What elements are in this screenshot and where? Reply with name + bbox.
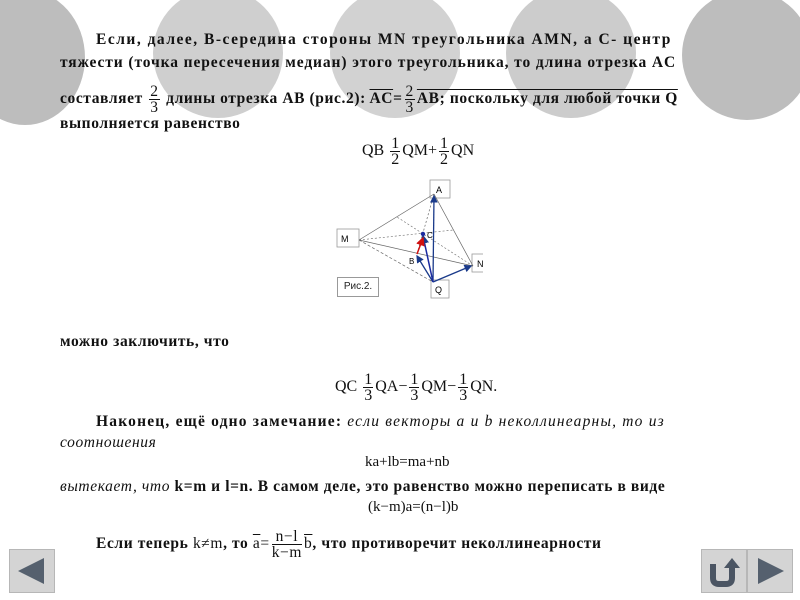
paragraph-line: Если теперь k≠m, то $\overline{a}=$ $\frac{n-l}{k-m}$ $\overline{b}$, что противоречит неколлинеарности xyxy=(96,528,602,561)
triangle-right-icon xyxy=(748,550,792,592)
label-q: Q xyxy=(435,285,443,295)
triangle-left-icon xyxy=(10,550,54,592)
paragraph-line: вытекает, что k=m и l=n. В самом деле, это равенство можно переписать в виде xyxy=(60,478,666,495)
equation-qc: QC $\frac{1}{3}$ QA− $\frac{1}{3}$ QM− $\frac{1}{3}$ QN. xyxy=(335,371,498,404)
decorative-circle xyxy=(682,0,800,120)
prev-slide-button[interactable] xyxy=(9,549,55,593)
u-turn-icon xyxy=(702,550,746,592)
paragraph-line: выполняется равенство xyxy=(60,115,241,132)
paragraph-line: тяжести (точка пересечения медиан) этого треугольника, то длина отрезка AC xyxy=(60,54,677,71)
equation-qb: QB $\frac{1}{2}$ QM+ $\frac{1}{2}$ QN xyxy=(362,135,475,168)
label-b: B xyxy=(409,257,415,266)
paragraph-line: Если, далее, В-середина стороны MN треугольника AMN, а С- центр xyxy=(96,31,672,48)
label-n: N xyxy=(477,259,483,269)
paragraph-line: соотношения xyxy=(60,434,157,451)
label-c: C xyxy=(427,231,433,240)
return-button[interactable] xyxy=(701,549,747,593)
label-m: M xyxy=(341,234,349,244)
paragraph-line: Наконец, ещё одно замечание: если векторы a и b неколлинеарны, то из xyxy=(96,413,665,430)
label-a: A xyxy=(436,185,443,195)
paragraph-line: можно заключить, что xyxy=(60,333,230,350)
paragraph-line: составляет $\frac{2}{3}$ длины отрезка AB (рис.2): $\overline{AC}=$ $\frac{2}{3}$ AB; поскольку для любой точки Q xyxy=(60,83,678,116)
figure-caption: Рис.2. xyxy=(337,277,379,297)
equation-rewritten: (k−m)a=(n−l)b xyxy=(368,499,459,515)
next-slide-button[interactable] xyxy=(747,549,793,593)
equation-linear: ka+lb=ma+nb xyxy=(365,454,450,470)
